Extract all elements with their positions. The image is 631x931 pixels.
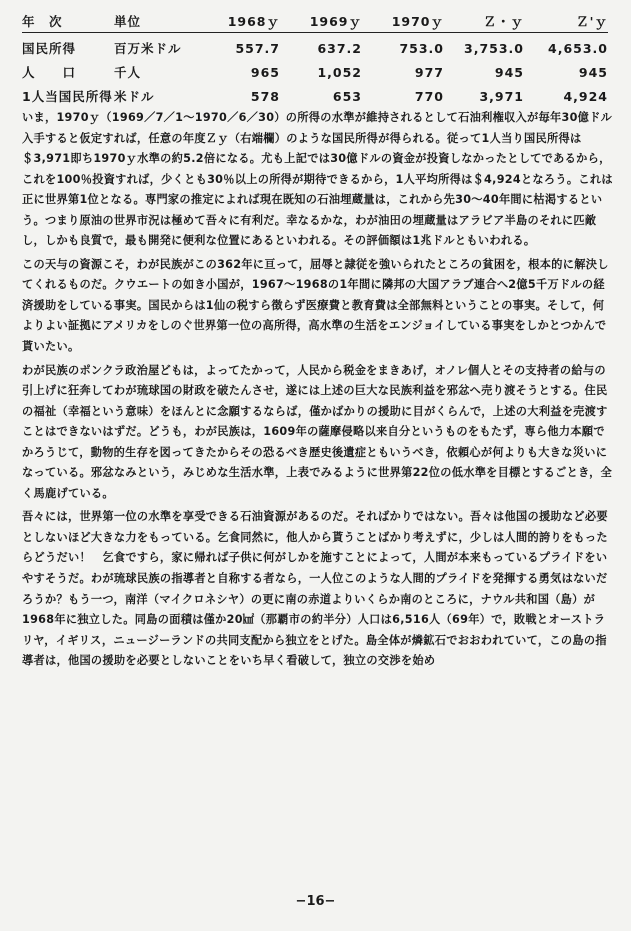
table-cell: 965 bbox=[250, 64, 280, 80]
header-unit: 単位 bbox=[114, 10, 202, 33]
header-z-prime-y: Ｚ'ｙ bbox=[524, 10, 608, 33]
table-cell: 945 bbox=[578, 64, 608, 80]
page-number: −16− bbox=[295, 894, 336, 909]
table-cell: 米ドル bbox=[114, 89, 155, 104]
table-cell: 千人 bbox=[114, 65, 142, 80]
table-cell: 977 bbox=[414, 64, 444, 80]
paragraph: わが民族のポンクラ政治屋どもは，よってたかって，人民から税金をまきあげ，オノレ個人とその支持者の給与の引上げに狂奔してわが琉球国の財政を破たんさせ，遂には上述の巨大な民族利益を邪忿へ売り渡そうとする。住民の福祉（幸福という意味）をほんとに念願するならば，僅かばかりの援助に目がくらんで，上述の大利益を売渡すことはできないはずだ。どうも，わが民族は，1609年の薩摩侵略以来自分というものをもたず，専ら他力本願でかろうじて，動物的生存を図ってきたからその恐るべき歴史後遺症ともいうべき，依頼心が何よりも大きな災いになっている。邪忿なみという，みじめな生活水準，上表でみるように世界第22位の低水準を目標とするごとき，全く馬鹿げている。 bbox=[22, 363, 613, 500]
header-1968: 1968ｙ bbox=[202, 10, 280, 33]
paragraph: 吾々には，世界第一位の水準を享受できる石油資源があるのだ。そればかりではない。吾々は他国の援助など必要としないほど大きな力をもっている。乞食同然に，他人から貰うことばかり考えずに，少しは人間的誇りをもったらどうだい！ 乞食ですら，家に帰れば子供に何がしかを施すことによって，人間が本来もっているプライドをいやすそうだ。わが琉球民族の指導者と自称する者なら，一人位このような人間的プライドを発揮する勇気はないだろうか？もう一つ，南洋（マイクロネシヤ）の更に南の赤道よりいくらか南のところに，ナウル共和国（島）が1968年に独立した。同島の面積は僅か20㎢（那覇市の約半分）人口は6,516人（69年）で，敗戦とオーストラリヤ，イギリス，ニュージーランドの共同支配から独立をとげた。島全体が燐鉱石でおおわれていて，この島の指導者は，他国の援助を必要としないことをいち早く看破して，独立の交渉を始め bbox=[22, 510, 608, 668]
table-row bbox=[22, 60, 608, 84]
table-cell: 4,924 bbox=[563, 88, 608, 104]
table-cell: 1人当国民所得 bbox=[22, 89, 113, 104]
table-cell: 百万米ドル bbox=[114, 41, 182, 56]
table-row bbox=[22, 84, 608, 108]
table-cell: 3,971 bbox=[479, 88, 524, 104]
body-text bbox=[22, 108, 614, 672]
table-cell: 578 bbox=[250, 88, 280, 104]
table-cell: 637.2 bbox=[317, 40, 362, 56]
paragraph: この天与の資源こそ，わが民族がこの362年に亘って，屈辱と隷従を強いられたところの貧困を，根本的に解決してくれるものだ。クウエートの如き小国が，1967〜1968の1年間に隣邦の大国アラブ連合へ2億5千万ドルの経済援助をしている事実。国民からは1仙の税すら徴らず医療費と教育費は全部無料ということの事実。そして，何よりよい証拠にアメリカをしのぐ世界第一位の高所得，高水準の生活をエンジョイしている事実をしかとつかんで貰いたい。 bbox=[22, 257, 609, 354]
header-year: 年 次 bbox=[22, 10, 114, 33]
header-1969: 1969ｙ bbox=[280, 10, 362, 33]
table-header-row bbox=[22, 10, 608, 33]
table-cell: 945 bbox=[494, 64, 524, 80]
table-row bbox=[22, 33, 608, 61]
table-cell: 653 bbox=[332, 88, 362, 104]
income-table bbox=[22, 10, 608, 108]
header-zy: Ｚ・ｙ bbox=[444, 10, 524, 33]
table-cell: 人 口 bbox=[22, 65, 77, 80]
table-cell: 国民所得 bbox=[22, 41, 77, 56]
table-cell: 1,052 bbox=[317, 64, 362, 80]
table-cell: 4,653.0 bbox=[548, 40, 608, 56]
header-1970: 1970ｙ bbox=[362, 10, 444, 33]
table-cell: 770 bbox=[414, 88, 444, 104]
paragraph: いま，1970ｙ（1969／7／1〜1970／6／30）の所得の水準が維持されるとして石油利権収入が毎年30億ドル入手すると仮定すれば，任意の年度Ｚｙ（右端欄）のような国民所得が得られる。従って1人当り国民所得は＄3,971即ち1970ｙ水準の約5.2倍になる。尤も上記では30億ドルの資金が投資しなかったとしてであるから，これを100％投資すれば，少くとも30％以上の所得が期待できるから，1人平均所得は＄4,924となろう。これは正に世界第1位となる。専門家の推定によれば現在既知の石油埋蔵量は，これから先30〜40年間に枯渇するという。つまり原油の世界市況は極めて吾々に有利だ。幸なるかな，わが油田の埋蔵量はアラビア半島のそれに匹敵し，しかも良質で，最も開発に便利な位置にあるといわれる。その評価額は1兆ドルともいわれる。 bbox=[22, 111, 613, 248]
table-cell: 753.0 bbox=[399, 40, 444, 56]
table-cell: 557.7 bbox=[235, 40, 280, 56]
table-cell: 3,753.0 bbox=[464, 40, 524, 56]
